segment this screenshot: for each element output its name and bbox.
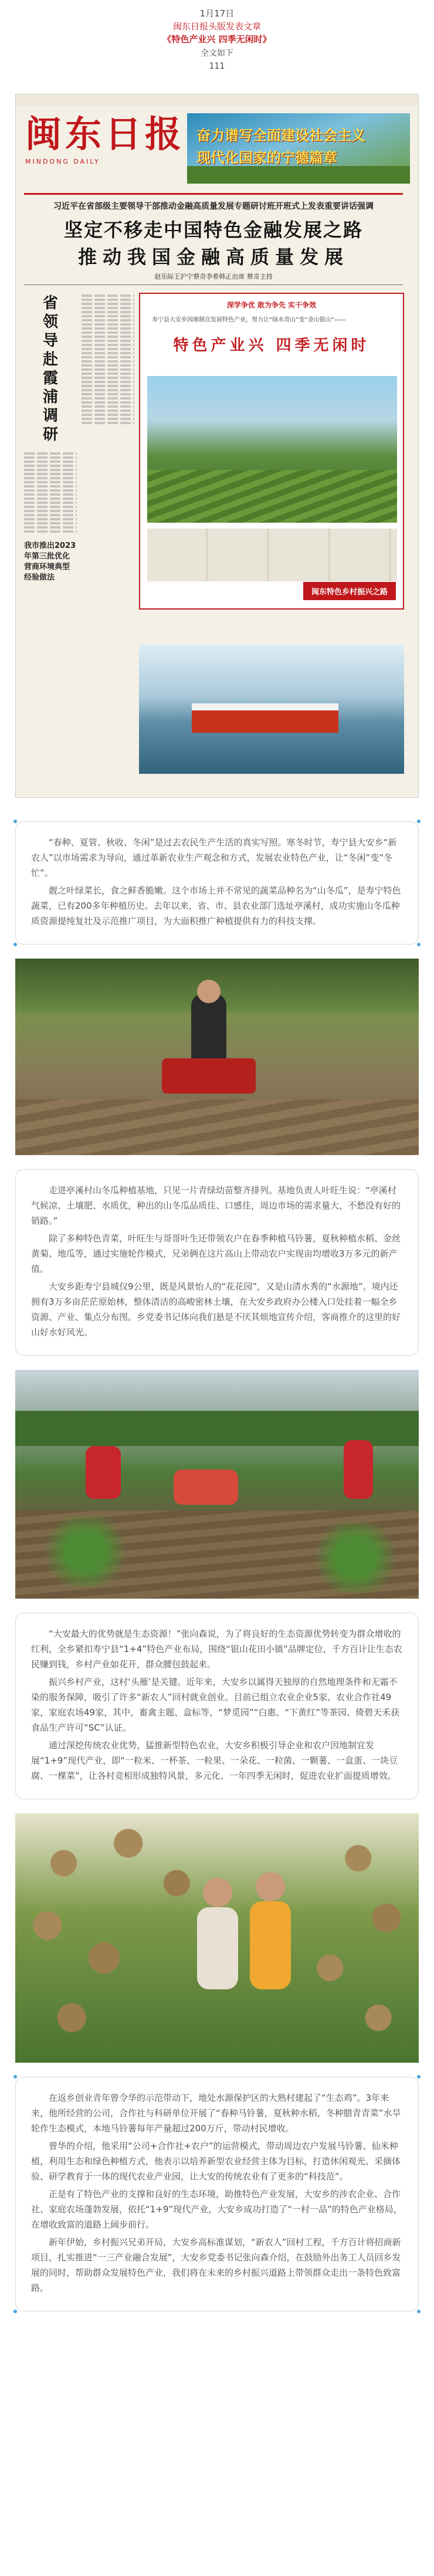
lead-headline-2: 推动我国金融高质量发展 (77, 246, 349, 268)
intro-paragraph-1: “春种、夏管、秋收、冬闲”是过去农民生产生活的真实写照。寒冬时节，寿宁县大安乡“新农人”以市场需求为导向，通过革新农业生产观念和方式，发展农业特色产业，让“冬闲”变“冬忙”。 (31, 837, 397, 878)
separator-marker: 111 (209, 62, 225, 71)
special-feature-title: 特色产业兴 四季无闲时 (173, 337, 370, 354)
newspaper-masthead (25, 111, 195, 187)
newspaper-left-column (24, 288, 77, 793)
left-column-note: 我市推出2023年第三批优化营商环境典型经验做法 (24, 541, 76, 582)
industry-paragraph-1: “大安最大的优势就是生态资源！”张向森说，为了将良好的生态资源优势转变为群众增收的红利，全乡紧扣寿宁县“1+4”特色产业布局，围绕“银山花田小镇”品牌定位，千方百计让生态农民赚到钱，乡村产业如花开，群众腰包鼓起来。 (31, 1629, 402, 1670)
ecology-paragraph-2: 曾华的介绍，他采用“公司+合作社+农户”的运营模式，带动周边农户发展马铃薯、仙米种植，利用生态和绿色种植方式，他表示以培养新型农业经营主体为目标，打造休闲观光、采摘体验、研学教育于一体的现代农业产业园，让大安的传统农业有了更多的“科技范”。 (31, 2141, 401, 2182)
intro-text-block (15, 821, 419, 945)
newspaper-topbar (16, 94, 418, 106)
article-source: 闽东日报头版发表文章 (172, 21, 261, 32)
banner-landscape (187, 166, 410, 184)
special-feature-box (139, 293, 404, 610)
left-vertical-headline: 省领导赴霞浦调研 (42, 295, 58, 444)
special-feature-tag: 闽东特色乡村振兴之路 (303, 582, 396, 600)
ecology-paragraph-3: 正是有了特色产业的支撑和良好的生态环境，助推特色产业发展，大安乡的涉农企业、合作社、家庭农场蓬勃发展，依托“1+9”现代产业，大安乡成功打造了“一村一品”的特色产业格局，在增收致富的道路上阔步前行。 (31, 2189, 402, 2230)
lead-subheadline: 习近平在省部级主要领导干部推动金融高质量发展专题研讨班开班式上发表重要讲话强调 (53, 202, 374, 211)
full-text-label: 全文如下 (201, 49, 233, 58)
ecology-paragraph-1: 在返乡创业青年曾令华的示范带动下，地处水源保护区的大熟村建起了“生态鸡”。3年来来，他所经营的公司，合作社与科研单位开展了“春种马铃薯，夏秋种水稻，冬种腊青青菜”水旱轮作生态模式，本地马铃薯每年产量超过200万斤，带动村民增收。 (31, 2093, 401, 2134)
photo-potato-harvest (15, 1370, 419, 1599)
article-date: 1月17日 (199, 8, 235, 19)
industry-text-block (15, 1613, 419, 1799)
masthead-title: 闽东日报 (25, 113, 185, 155)
newspaper-middle-column (82, 293, 134, 791)
banner-line-1: 奋力谱写全面建设社会主义 (196, 127, 365, 144)
newspaper-right-column (139, 293, 404, 791)
photo-farmer-tilling (15, 959, 419, 1155)
newspaper-banner (187, 113, 410, 184)
base-text-block (15, 1169, 419, 1356)
special-feature-slogan: 深学争优 敢为争先 实干争效 (226, 301, 317, 309)
special-feature-photo (147, 376, 397, 523)
industry-paragraph-2: 振兴乡村产业，这村‘头雁’是关键。近年来，大安乡以属得天独厚的自然地理条件和无霜不染的服务保障，吸引了许多“新农人”回村就业创业。目前已组立农业企业5家、农业合作社49家，家庭农场49家，其中，畜禽主题、盒标等，“梦觅园”“白惠、“下黄红”等茶园、倚碧天禾获食品生产许可“SC”认证。 (31, 1677, 399, 1733)
banner-line-2: 现代化国家的宁德篇章 (196, 150, 337, 166)
intro-paragraph-2: 靓之叶绿菜长，食之鲜香脆嫩。这个市场上并不常见的蔬菜品种名为“山冬瓜”，是寿宁特色蔬菜，已有200多年种植历史。去年以来，省、市、县农业部门选址亭溪村，成功实施山冬瓜种质资源提纯复壮及示范推广项目，为大面积推广种植提供有力的科技支撑。 (31, 885, 401, 926)
industry-paragraph-3: 通过深挖传统农业优势，猛推新型特色农业，大安乡积极引导企业和农户因地制宜发展“1+9”现代产业，即“一粒米、一杯茶、一粒果、一朵花、一粒菌、一颗薯、一盒蛋、一块豆腐、一棵菜”，让各村竞相形成独特风景，多元化、一年四季无闲时，促进农业扩面提质增效。 (31, 1740, 398, 1781)
base-paragraph-1: 走进亭溪村山冬瓜种植基地，只见一片青绿幼苗整齐排列。基地负责人叶旺生说：“亭溪村气候凉、土壤肥、水质优，种出的山冬瓜品质佳、口感佳，周边市场的需求量大，不愁没有好的销路。” (31, 1185, 401, 1226)
special-feature-text-strip (147, 529, 397, 581)
base-paragraph-2: 除了多种特色青菜，叶旺生与哥哥叶生还带领农户在春季种植马铃薯，夏秋种植水稻、金丝黄菊、地瓜等，通过实施轮作模式，兄弟俩在这片高山上带动农户实现亩均增收3万多元的新产值。 (31, 1233, 401, 1274)
masthead-english: MINDONG DAILY (25, 158, 100, 165)
lead-headline-1: 坚定不移走中国特色金融发展之路 (63, 219, 363, 241)
ecology-text-block (15, 2077, 419, 2311)
river-boat-photo (139, 645, 404, 774)
special-feature-intro: 寿宁县大安乡因地制宜发展特色产业，努力让“绿水青山”变“金山银山”—— (152, 317, 346, 323)
lead-byline: 赵乐际王沪宁蔡奇李希韩正出席 蔡奇主持 (154, 273, 273, 280)
ecology-paragraph-4: 新年伊始，乡村振兴兄弟开局，大安乡高标准谋划，“新农人”回村工程，千方百计将招商新项目，扎实推进“一三产业融合发展”，大安乡党委书记张向森介绍，在鼓励外出务工人员回乡发展的同时，帮助群众发展特色产业，我们将在未来的乡村振兴道路上带领群众走出一条特色致富路。 (31, 2237, 401, 2293)
base-paragraph-3: 大安乡距寿宁县城仅9公里，既是风景怡人的“花花园”，又是山清水秀的“水源地”。境内还拥有3万多亩茫茫原始林，整体清洁的高峻密林土壤，在大安乡政府办公楼入口处挂着一幅全乡资源、产业、集点分布图。乡党委书记体向我们悬是不厌其烦地宣传介绍，客商推介的这里的好山好水好风光。 (31, 1281, 401, 1338)
article-title: 《特色产业兴 四季无闲时》 (162, 34, 272, 45)
masthead-rule (24, 193, 403, 195)
photo-kiwi-orchard (15, 1813, 419, 2063)
newspaper-front-page[interactable] (15, 94, 419, 798)
article-header (0, 0, 434, 94)
